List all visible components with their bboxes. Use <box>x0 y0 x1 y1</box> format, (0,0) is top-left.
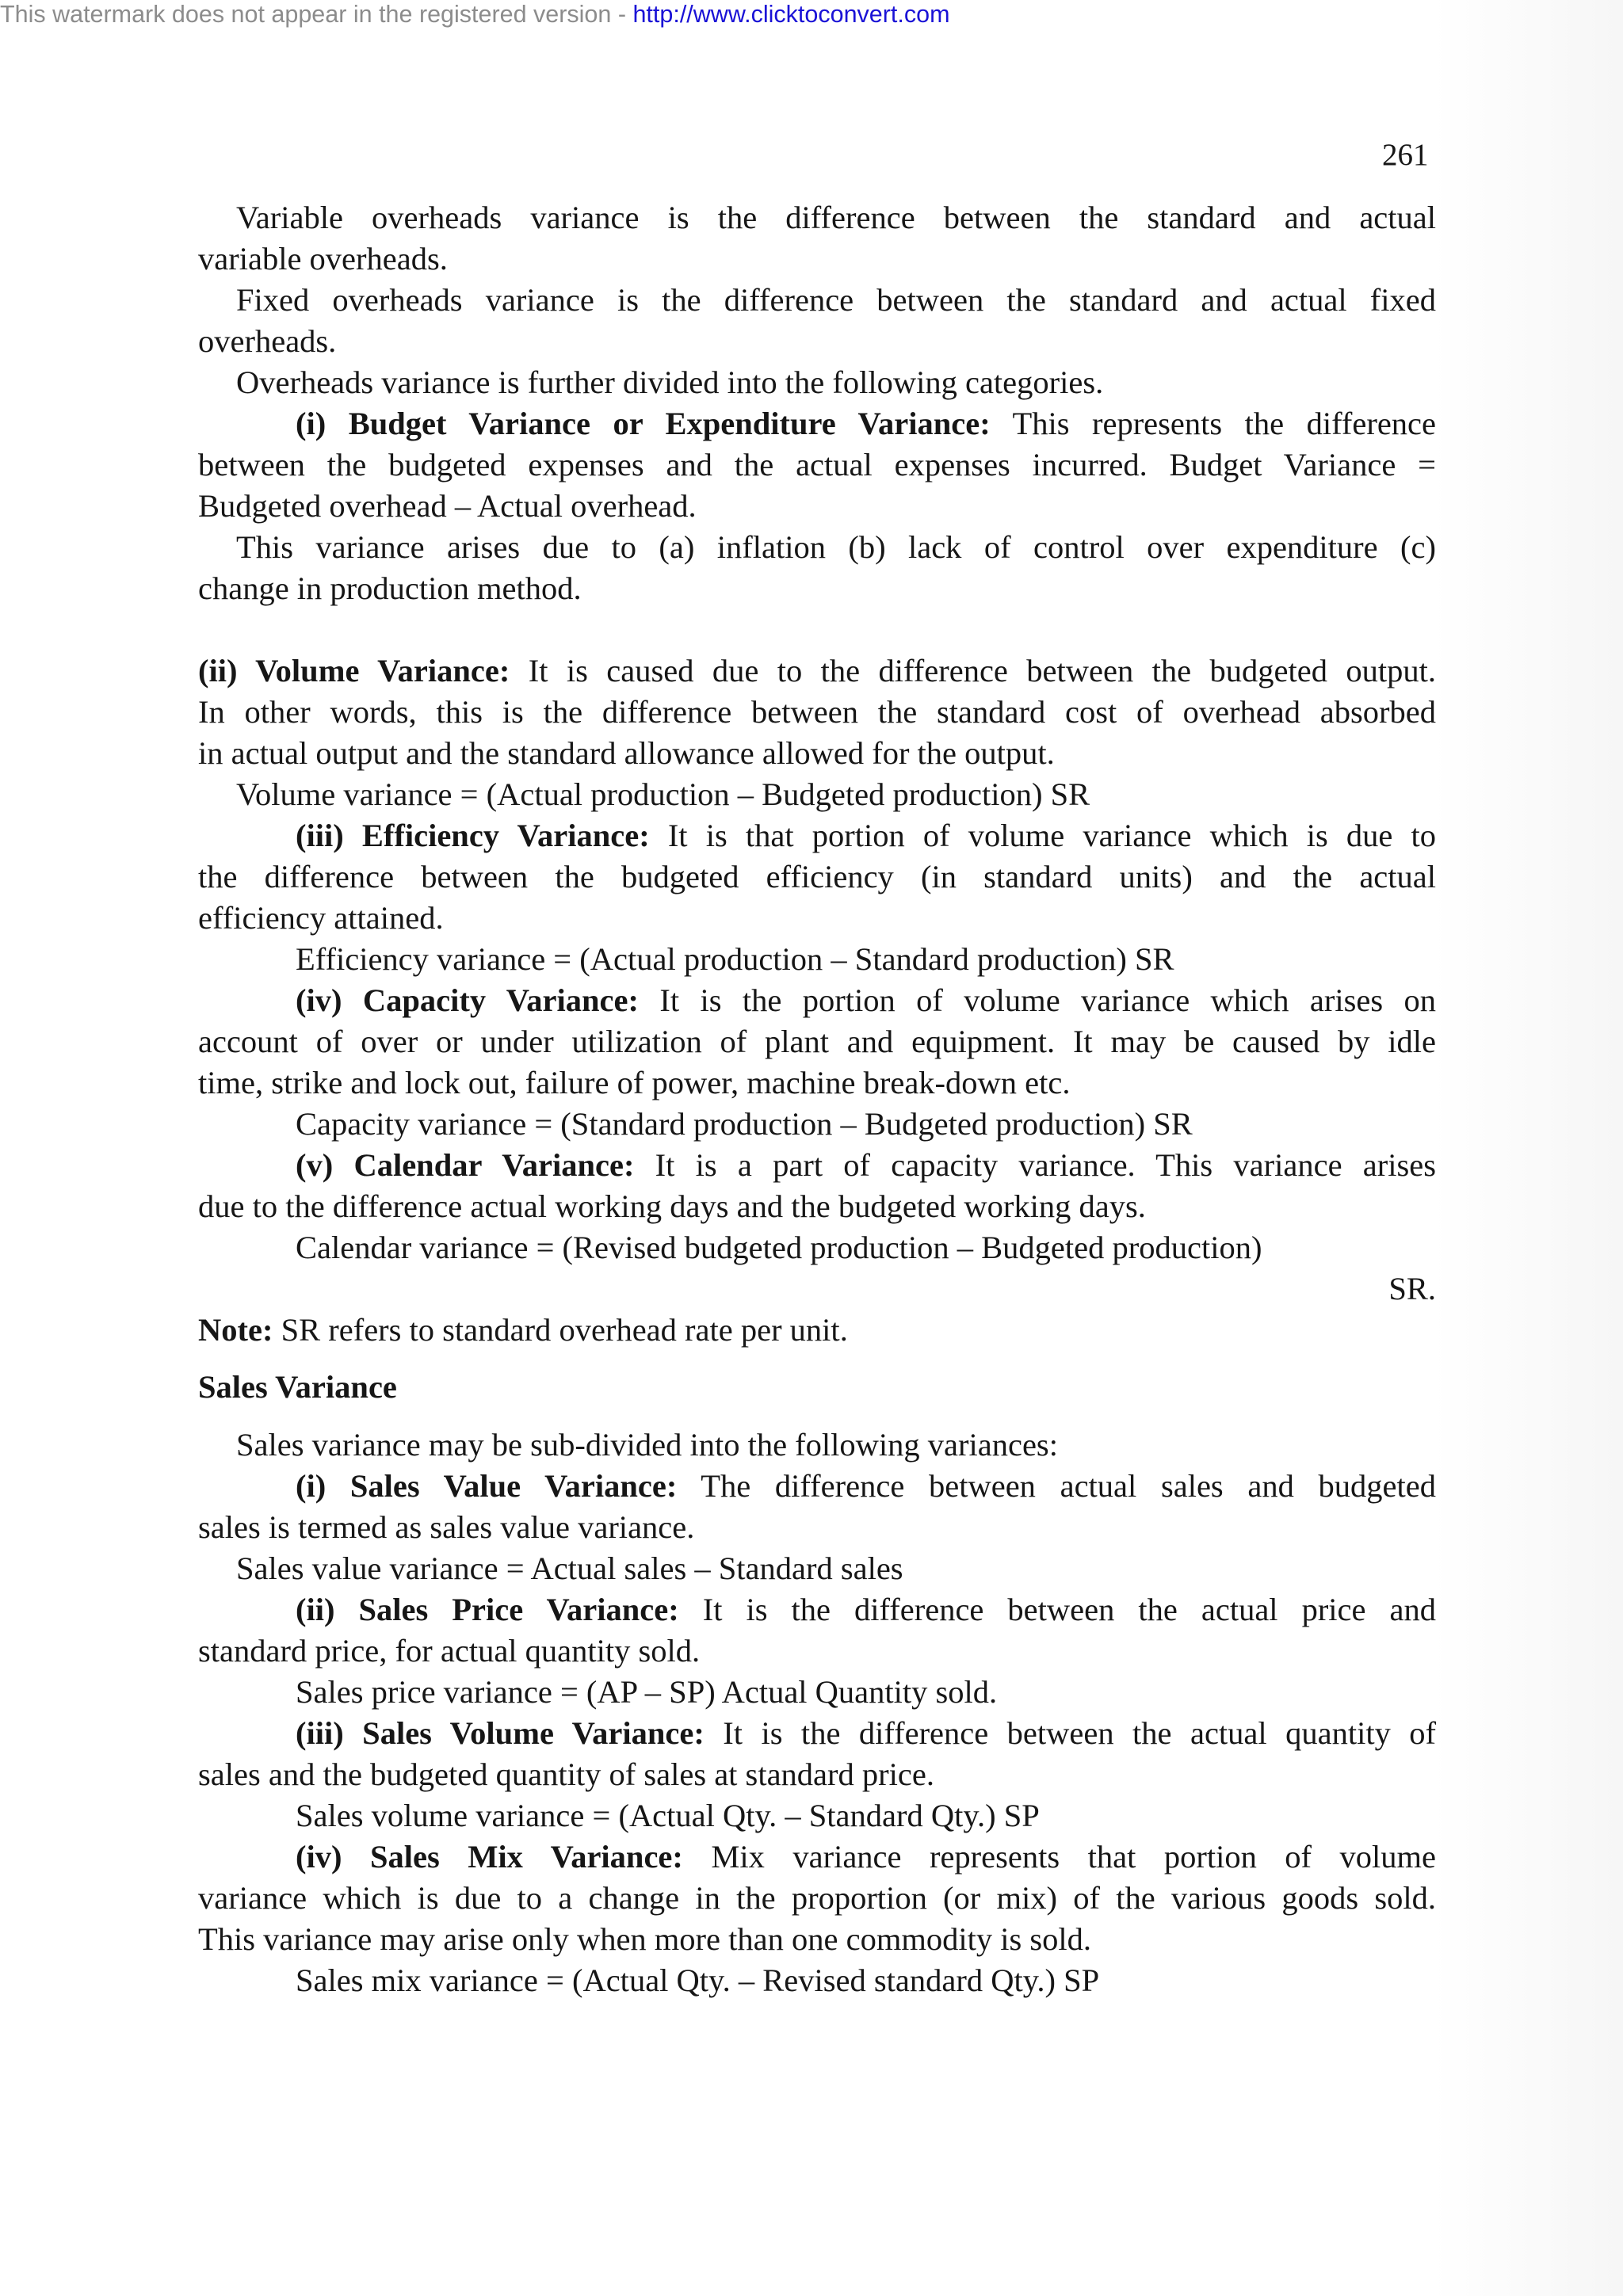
line-text: variance which is due to a change in the proportion (or mix) of the various goods sold. <box>198 1880 1436 1916</box>
line-text: Overheads variance is further divided into the following categories. <box>236 364 1104 400</box>
line-text: Calendar variance = (Revised budgeted production – Budgeted production) <box>296 1230 1262 1265</box>
line-text: the difference between the budgeted efficiency (in standard units) and the actual <box>198 859 1436 894</box>
line-text: It is that portion of volume variance which is due to <box>649 818 1436 853</box>
text-line <box>198 444 1436 486</box>
line-text: Sales volume variance = (Actual Qty. – Standard Qty.) SP <box>296 1798 1040 1833</box>
text-line <box>198 1310 1436 1351</box>
text-line <box>236 527 1436 568</box>
line-text: in actual output and the standard allowance allowed for the output. <box>198 735 1055 771</box>
text-line <box>198 898 1436 939</box>
bold-term: (ii) Sales Price Variance: <box>296 1592 679 1627</box>
line-text: Sales variance may be sub-divided into the following variances: <box>236 1427 1058 1463</box>
text-line <box>296 1589 1436 1630</box>
line-text: sales and the budgeted quantity of sales at standard price. <box>198 1756 934 1792</box>
text-line <box>296 1145 1436 1186</box>
text-line <box>198 238 1436 280</box>
line-text: It is the difference between the actual quantity of <box>704 1715 1436 1751</box>
line-text: It is the difference between the actual price and <box>678 1592 1436 1627</box>
line-text: This variance arises due to (a) inflation (b) lack of control over expenditure (c) <box>236 529 1436 565</box>
line-text: The difference between actual sales and budgeted <box>677 1468 1436 1504</box>
bold-term: (iv) Sales Mix Variance: <box>296 1839 683 1875</box>
bold-term: (iii) Efficiency Variance: <box>296 818 650 853</box>
text-line <box>198 1919 1436 1960</box>
line-text: Sales mix variance = (Actual Qty. – Revised standard Qty.) SP <box>296 1962 1100 1998</box>
line-text: In other words, this is the difference between the standard cost of overhead absorbed <box>198 694 1436 730</box>
line-text: Efficiency variance = (Actual production – Standard production) SR <box>296 941 1174 977</box>
page-number: 261 <box>1382 138 1429 172</box>
bold-term: Note: <box>198 1312 273 1348</box>
bold-term: (i) Budget Variance or Expenditure Variance: <box>296 406 991 441</box>
text-line <box>296 815 1436 856</box>
bold-term: Sales Variance <box>198 1369 397 1405</box>
text-line <box>198 1186 1436 1227</box>
section-heading <box>198 1367 1436 1408</box>
line-text: due to the difference actual working days and the budgeted working days. <box>198 1188 1146 1224</box>
text-line <box>296 1227 1436 1268</box>
line-text: between the budgeted expenses and the actual expenses incurred. Budget Variance = <box>198 447 1436 482</box>
text-line <box>236 280 1436 321</box>
line-text: change in production method. <box>198 570 582 606</box>
text-line <box>198 1630 1436 1672</box>
text-line <box>198 1754 1436 1795</box>
line-text: Mix variance represents that portion of volume <box>682 1839 1436 1875</box>
text-line <box>198 1268 1436 1310</box>
line-text: Sales price variance = (AP – SP) Actual Quantity sold. <box>296 1674 998 1710</box>
text-line <box>198 1507 1436 1548</box>
text-line <box>296 1672 1436 1713</box>
text-line <box>296 1960 1436 2001</box>
line-text: It is the portion of volume variance which arises on <box>638 982 1436 1018</box>
text-line <box>198 486 1436 527</box>
line-text: SR refers to standard overhead rate per unit. <box>273 1312 848 1348</box>
text-line <box>198 692 1436 733</box>
text-line <box>236 774 1436 815</box>
text-line <box>198 650 1436 692</box>
text-line <box>296 1795 1436 1836</box>
text-line <box>296 939 1436 980</box>
line-text: Sales value variance = Actual sales – Standard sales <box>236 1550 903 1586</box>
line-text: Volume variance = (Actual production – Budgeted production) SR <box>236 776 1090 812</box>
line-text: variable overheads. <box>198 241 448 277</box>
line-text: It is a part of capacity variance. This variance arises <box>634 1147 1436 1183</box>
text-line <box>296 1836 1436 1878</box>
line-text: It is caused due to the difference between the budgeted output. <box>510 653 1436 688</box>
line-text: SR. <box>1388 1271 1436 1306</box>
line-text: Fixed overheads variance is the difference between the standard and actual fixed <box>236 282 1436 318</box>
bold-term: (v) Calendar Variance: <box>296 1147 635 1183</box>
text-line <box>198 856 1436 898</box>
line-text: Variable overheads variance is the difference between the standard and actual <box>236 200 1436 235</box>
text-line <box>296 980 1436 1021</box>
text-line <box>236 1548 1436 1589</box>
bold-term: (iii) Sales Volume Variance: <box>296 1715 705 1751</box>
watermark-text: This watermark does not appear in the registered version - <box>0 1 633 28</box>
text-line <box>198 1878 1436 1919</box>
bold-term: (ii) Volume Variance: <box>198 653 510 688</box>
line-text: standard price, for actual quantity sold. <box>198 1633 701 1669</box>
line-text: This represents the difference <box>990 406 1436 441</box>
text-line <box>236 197 1436 238</box>
text-line <box>198 1021 1436 1062</box>
bold-term: (iv) Capacity Variance: <box>296 982 639 1018</box>
line-text: efficiency attained. <box>198 900 444 936</box>
line-text: Budgeted overhead – Actual overhead. <box>198 488 697 524</box>
line-text: This variance may arise only when more than one commodity is sold. <box>198 1921 1091 1957</box>
text-line <box>198 321 1436 362</box>
text-line <box>296 1713 1436 1754</box>
line-text: Capacity variance = (Standard production – Budgeted production) SR <box>296 1106 1193 1142</box>
text-line <box>198 733 1436 774</box>
line-text: time, strike and lock out, failure of power, machine break-down etc. <box>198 1065 1071 1100</box>
text-line <box>198 1062 1436 1104</box>
text-line <box>236 362 1436 403</box>
watermark-link[interactable]: http://www.clicktoconvert.com <box>632 1 950 28</box>
bold-term: (i) Sales Value Variance: <box>296 1468 678 1504</box>
text-line <box>296 1104 1436 1145</box>
text-line <box>296 403 1436 444</box>
text-line <box>236 1425 1436 1466</box>
text-line <box>296 1466 1436 1507</box>
line-text: account of over or under utilization of plant and equipment. It may be caused by idle <box>198 1024 1436 1059</box>
line-text: overheads. <box>198 323 337 359</box>
text-line <box>198 568 1436 609</box>
line-text: sales is termed as sales value variance. <box>198 1509 695 1545</box>
